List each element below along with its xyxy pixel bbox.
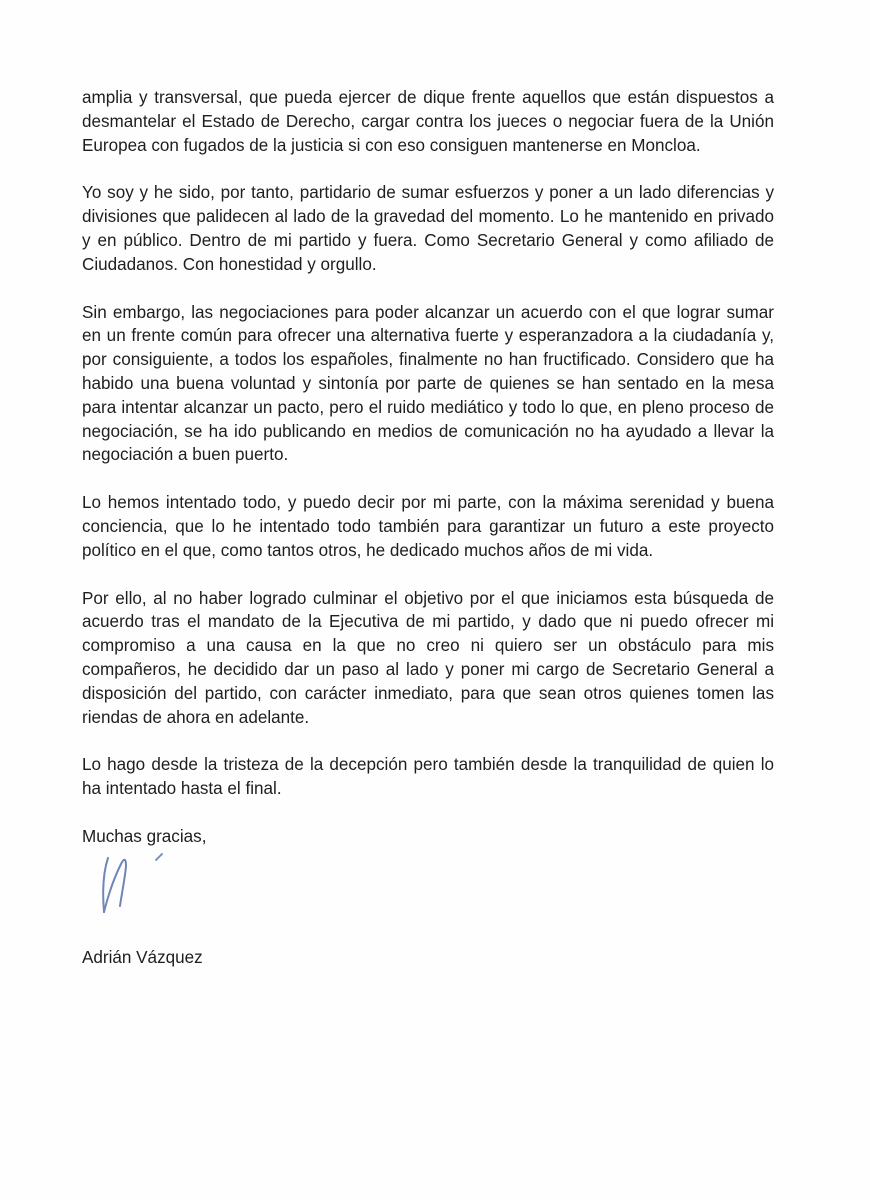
paragraph-3: Sin embargo, las negociaciones para poder alcanzar un acuerdo con el que lograr sumar en un frente común para ofrecer una alternativa fuerte y esperanzadora a la ciudadanía y, por consiguiente, a todos los españoles, finalmente no han fructificado. Considero que ha habido una buena voluntad y sintonía por parte de quienes se han sentado en la mesa para intentar alcanzar un pacto, pero el ruido mediático y todo lo que, en pleno proceso de negociación, se ha ido publicando en medios de comunicación no ha ayudado a llevar la negociación a buen puerto. [82, 302, 774, 465]
signature-stroke-2 [104, 860, 126, 912]
letter-body [82, 86, 774, 849]
handwritten-signature [88, 836, 178, 920]
paragraph-6: Lo hago desde la tristeza de la decepción pero también desde la tranquilidad de quien lo ha intentado hasta el final. [82, 755, 774, 799]
closing-line: Muchas gracias, [82, 826, 207, 846]
paragraph-1: amplia y transversal, que pueda ejercer de dique frente aquellos que están dispuestos a desmantelar el Estado de Derecho, cargar contra los jueces o negociar fuera de la Unión Europea con fugados de la justicia si con eso consiguen mantenerse en Moncloa. [82, 88, 774, 155]
signature-stroke-3 [156, 854, 162, 860]
signer-name: Adrián Vázquez [82, 948, 203, 967]
paragraph-5: Por ello, al no haber logrado culminar el objetivo por el que iniciamos esta búsqueda de acuerdo tras el mandato de la Ejecutiva de mi partido, y dado que ni puedo ofrecer mi compromiso a una causa en la que no creo ni quiero ser un obstáculo para mis compañeros, he decidido dar un paso al lado y poner mi cargo de Secretario General a disposición del partido, con carácter inmediato, para que sean otros quienes tomen las riendas de ahora en adelante. [82, 588, 774, 727]
paragraph-4: Lo hemos intentado todo, y puedo decir por mi parte, con la máxima serenidad y buena conciencia, que lo he intentado todo también para garantizar un futuro a este proyecto político en el que, como tantos otros, he dedicado muchos años de mi vida. [82, 493, 774, 560]
paragraph-2: Yo soy y he sido, por tanto, partidario de sumar esfuerzos y poner a un lado diferencias y divisiones que palidecen al lado de la gravedad del momento. Lo he mantenido en privado y en público. Dentro de mi partido y fuera. Como Secretario General y como afiliado de Ciudadanos. Con honestidad y orgullo. [82, 183, 774, 274]
